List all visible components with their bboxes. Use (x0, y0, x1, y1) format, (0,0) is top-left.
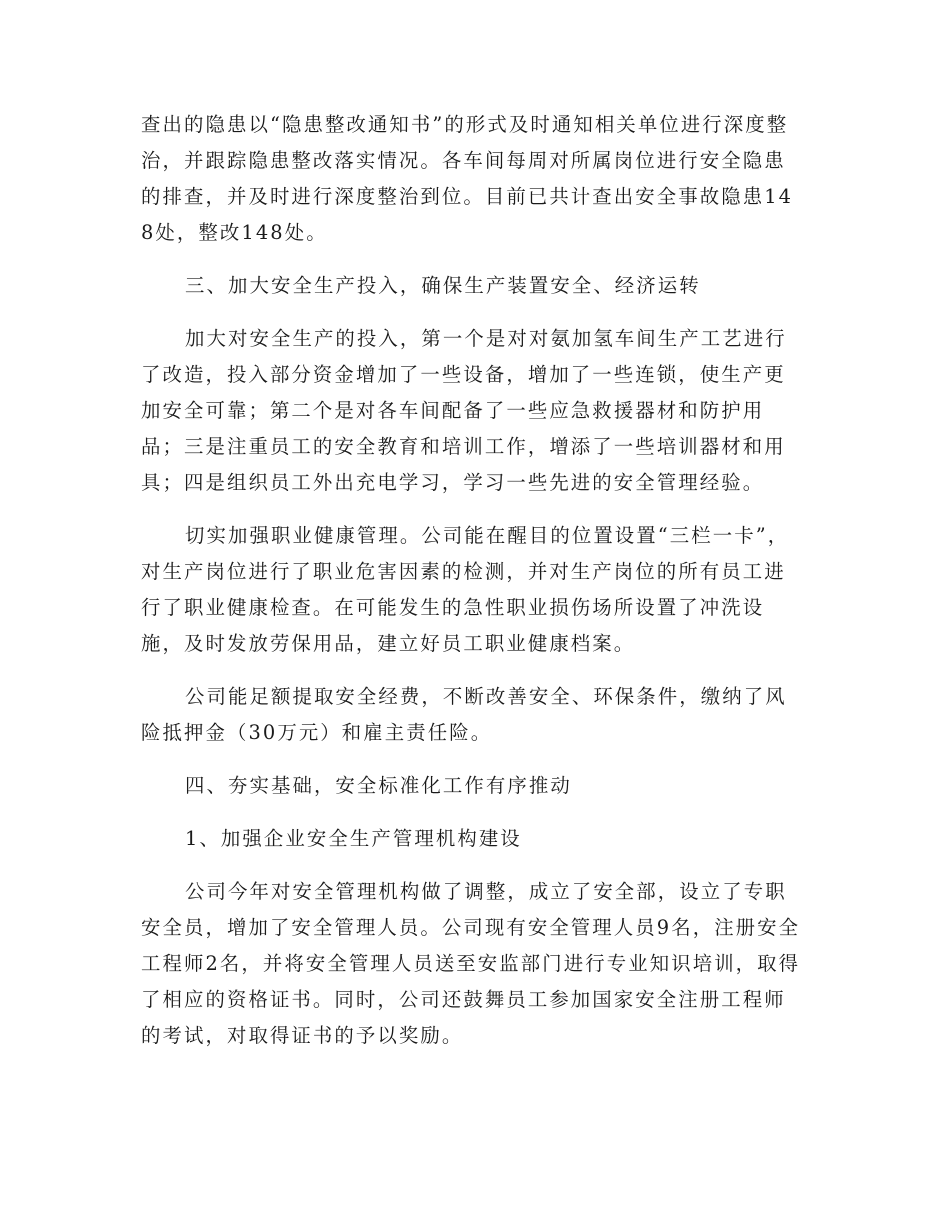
heading-section-four: 四、夯实基础，安全标准化工作有序推动 (185, 774, 572, 797)
heading-section-three: 三、加大安全生产投入，确保生产装置安全、经济运转 (185, 274, 701, 297)
heading-subsection-one: 1、加强企业安全生产管理机构建设 (185, 827, 522, 850)
paragraph-hazard-rectification: 查出的隐患以“隐患整改通知书”的形式及时通知相关单位进行深度整治，并跟踪隐患整改落实情况。各车间每周对所属岗位进行安全隐患的排查，并及时进行深度整治到位。目前已共计查出安全事故隐患148处，整改148处。 (141, 113, 794, 244)
paragraph-management-organization: 公司今年对安全管理机构做了调整，成立了安全部，设立了专职安全员，增加了安全管理人员。公司现有安全管理人员9名，注册安全工程师2名，并将安全管理人员送至安监部门进行专业知识培训，取得了相应的资格证书。同时，公司还鼓舞员工参加国家安全注册工程师的考试，对取得证书的予以奖励。 (141, 880, 801, 1047)
paragraph-safety-investment: 加大对安全生产的投入，第一个是对对氨加氢车间生产工艺进行了改造，投入部分资金增加了一些设备，增加了一些连锁，使生产更加安全可靠；第二个是对各车间配备了一些应急救援器材和防护用品；三是注重员工的安全教育和培训工作，增添了一些培训器材和用具；四是组织员工外出充电学习，学习一些先进的安全管理经验。 (141, 327, 787, 494)
document-body (141, 107, 801, 1054)
paragraph-safety-funds: 公司能足额提取安全经费，不断改善安全、环保条件，缴纳了风险抵押金（30万元）和雇主责任险。 (141, 685, 787, 744)
paragraph-occupational-health: 切实加强职业健康管理。公司能在醒目的位置设置“三栏一卡”，对生产岗位进行了职业危害因素的检测，并对生产岗位的所有员工进行了职业健康检查。在可能发生的急性职业损伤场所设置了冲洗设施，及时发放劳保用品，建立好员工职业健康档案。 (141, 524, 790, 655)
